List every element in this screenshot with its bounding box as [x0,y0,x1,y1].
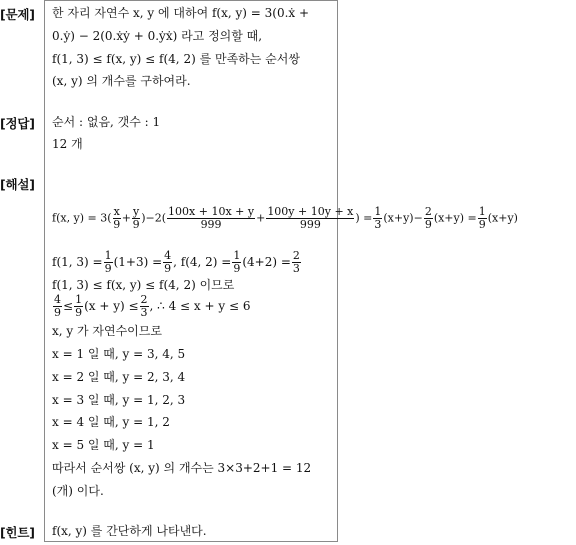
explanation-line-12: (개) 이다. [52,484,104,498]
explanation-label: [해설] [0,177,35,192]
hint-label: [힌트] [0,525,35,540]
eq1-frac-2: $\frac{y}{9}$ [132,205,140,231]
explanation-equation-1: f(x, y) = 3( $\frac{x}{9}$ + $\frac{y}{9}$ )−2( $\frac{100x + 10x + y}{999}$ + $\frac{100y + 10y + x}{999}$ ) = $\frac{1}{3}$ (x+y)− $\frac{2}{9}$ (x+y) = $\frac{1}{9}$ (x+y) [52,205,518,231]
explanation-line-10: x = 5 일 때, y = 1 [52,438,155,452]
problem-label: [문제] [0,7,35,22]
explanation-line-5: x, y 가 자연수이므로 [52,324,162,338]
eq1-lhs: f(x, y) = 3( [52,211,112,225]
explanation-line-9: x = 4 일 때, y = 1, 2 [52,415,170,429]
answer-line-1: 순서 : 없음, 갯수 : 1 [52,115,161,129]
answer-label: [정답] [0,116,35,131]
explanation-line-3: f(1, 3) ≤ f(x, y) ≤ f(4, 2) 이므로 [52,278,235,292]
eq1-frac-7: $\frac{1}{9}$ [478,205,486,231]
explanation-line-11: 따라서 순서쌍 (x, y) 의 개수는 3×3+2+1 = 12 [52,461,312,475]
problem-line-3: f(1, 3) ≤ f(x, y) ≤ f(4, 2) 를 만족하는 순서쌍 [52,52,300,66]
eq2-frac-3: $\frac{1}{9}$ [233,249,241,275]
explanation-line-6: x = 1 일 때, y = 3, 4, 5 [52,347,186,361]
explanation-equation-4: $\frac{4}{9}$ ≤ $\frac{1}{9}$ (x + y) ≤ $\frac{2}{3}$ , ∴ 4 ≤ x + y ≤ 6 [54,293,251,319]
problem-line-2: 0.ẏ) − 2(0.ẋẏ + 0.ẏẋ) 라고 정의할 때, [52,29,263,43]
eq1-frac-4: $\frac{100y + 10y + x}{999}$ [267,205,354,231]
problem-line-1: 한 자리 자연수 x, y 에 대하여 f(x, y) = 3(0.ẋ + [52,6,310,20]
problem-line-4: (x, y) 의 개수를 구하여라. [52,74,191,88]
eq2-frac-4: $\frac{2}{3}$ [292,249,300,275]
eq2-frac-1: $\frac{1}{9}$ [104,249,112,275]
eq4-frac-1: $\frac{4}{9}$ [54,293,61,319]
eq1-frac-6: $\frac{2}{9}$ [424,205,432,231]
eq4-frac-2: $\frac{1}{9}$ [75,293,83,319]
eq2-frac-2: $\frac{4}{9}$ [164,249,172,275]
eq1-frac-5: $\frac{1}{3}$ [374,205,382,231]
eq4-frac-3: $\frac{2}{3}$ [140,293,148,319]
hint-line-1: f(x, y) 를 간단하게 나타낸다. [52,524,207,538]
explanation-equation-2: f(1, 3) = $\frac{1}{9}$ (1+3) = $\frac{4}{9}$ , f(4, 2) = $\frac{1}{9}$ (4+2) = $\frac{2}{3}$ [52,249,300,275]
explanation-line-7: x = 2 일 때, y = 2, 3, 4 [52,370,186,384]
eq1-frac-1: $\frac{x}{9}$ [113,205,121,231]
eq1-frac-3: $\frac{100x + 10x + y}{999}$ [168,205,255,231]
explanation-line-8: x = 3 일 때, y = 1, 2, 3 [52,393,186,407]
answer-line-2: 12 개 [52,137,83,151]
